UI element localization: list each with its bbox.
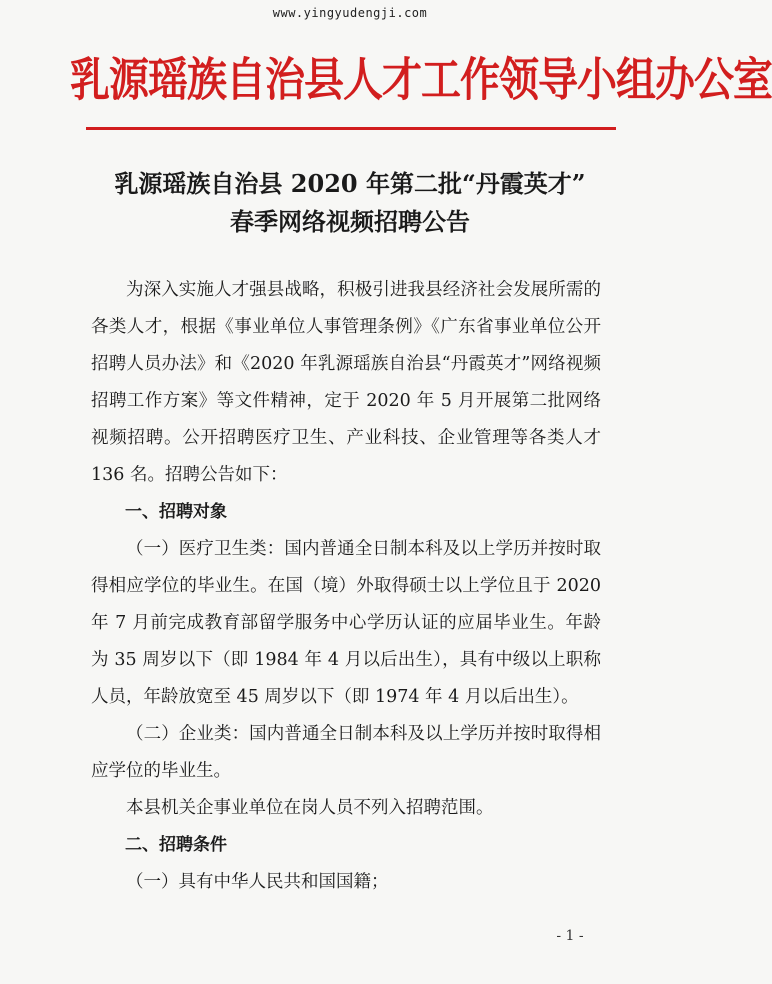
issuing-organization-title: 乳源瑶族自治县人才工作领导小组办公室 [70, 52, 772, 107]
page-number: - 1 - [556, 928, 584, 944]
medical-category-paragraph: （一）医疗卫生类：国内普通全日制本科及以上学历并按时取得相应学位的毕业生。在国（境）外取得硕士以上学位且于 2020 年 7 月前完成教育部留学服务中心学历认证的应届毕业生。年龄为 35 周岁以下（即 1984 年 4 月以后出生），具有中级以上职称人员，年龄放宽至 45 周岁以下（即 1974 年 4 月以后出生）。 [91, 539, 601, 707]
exclusion-note: 本县机关企事业单位在岗人员不列入招聘范围。 [126, 798, 494, 818]
enterprise-category-paragraph: （二）企业类：国内普通全日制本科及以上学历并按时取得相应学位的毕业生。 [91, 724, 601, 781]
condition-item-1: （一）具有中华人民共和国国籍； [126, 872, 389, 892]
intro-paragraph: 为深入实施人才强县战略，积极引进我县经济社会发展所需的各类人才，根据《事业单位人事管理条例》《广东省事业单位公开招聘人员办法》和《2020 年乳源瑶族自治县“丹霞英才”网络视频招聘工作方案》等文件精神，定于 2020 年 5 月开展第二批网络视频招聘。公开招聘医疗卫生、产业科技、企业管理等各类人才 136 名。招聘公告如下： [91, 280, 601, 485]
document-body [91, 272, 601, 901]
section-heading-recruitment-conditions: 二、招聘条件 [125, 835, 227, 855]
section-heading-recruitment-targets: 一、招聘对象 [125, 502, 227, 522]
header-red-divider [86, 127, 616, 130]
document-title-line-2: 春季网络视频招聘公告 [230, 207, 470, 236]
watermark-url: www.yingyudengji.com [272, 6, 428, 20]
document-title [60, 165, 640, 241]
document-title-line-1: 乳源瑶族自治县 2020 年第二批“丹霞英才” [114, 169, 586, 198]
